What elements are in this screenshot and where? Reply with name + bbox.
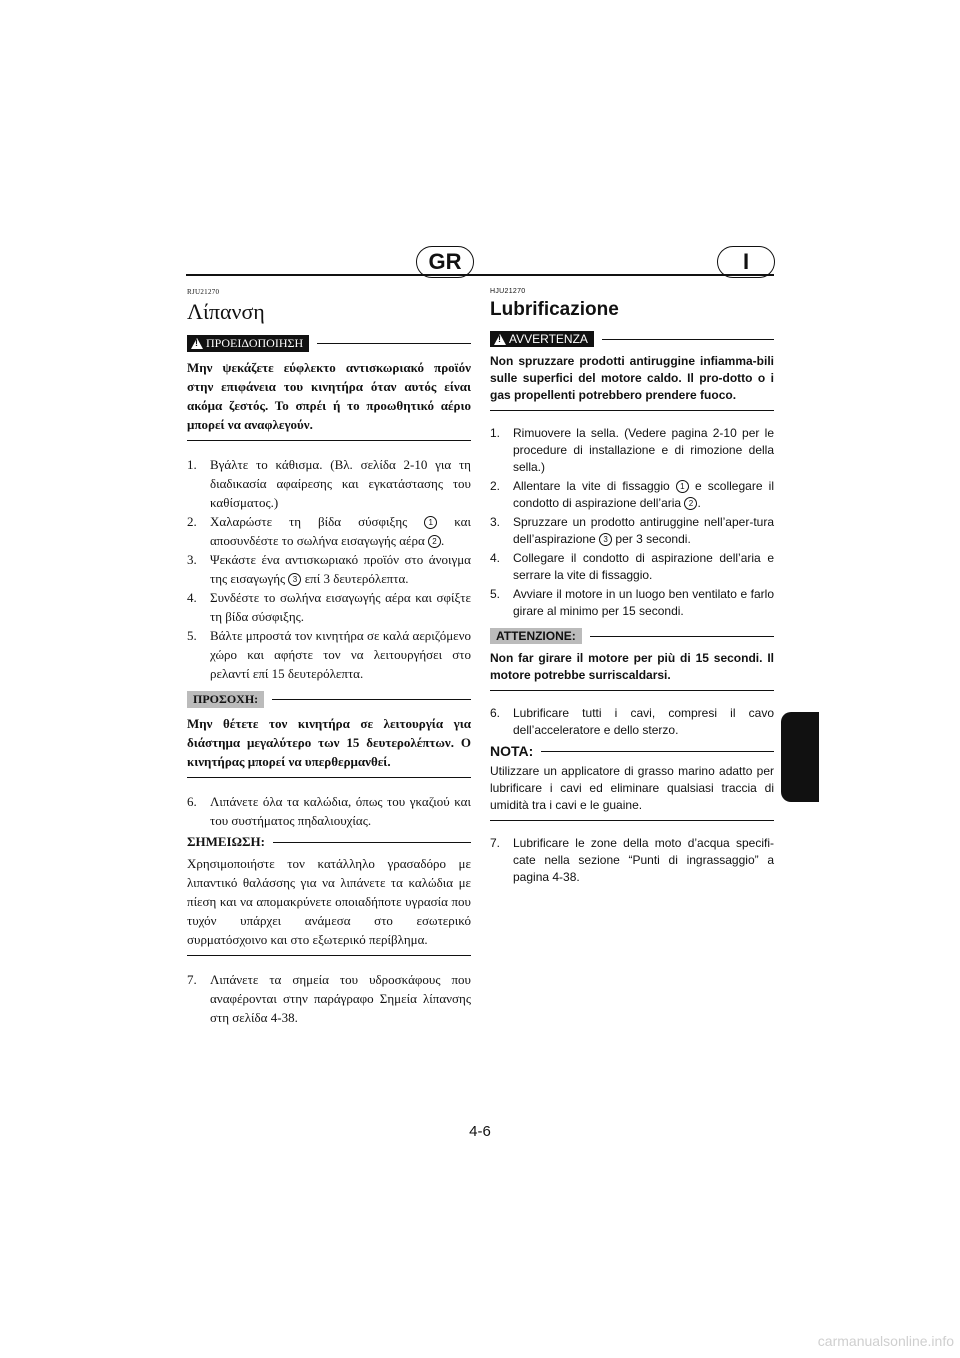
list-item: 5. Avviare il motore in un luogo ben ventilato e farlo girare al minimo per 15 secondi.	[490, 587, 774, 618]
language-tab-greek: GR	[416, 246, 474, 278]
list-item: 1. Βγάλτε το κάθισμα. (Βλ. σελίδα 2-10 για τη διαδικασία αφαίρεσης και εγκατάστασης του καθίσματος.)	[187, 457, 471, 510]
callout-number: 2	[684, 497, 697, 510]
list-item: 3. Ψεκάστε ένα αντισκωριακό προϊόν στο άνοιγμα της εισαγωγής 3 επί 3 δευτερόλεπτα.	[187, 552, 471, 586]
steps-list	[490, 425, 774, 620]
warning-triangle-icon	[494, 334, 506, 345]
note-text: Χρησιμοποιήστε τον κατάλληλο γρασαδόρο με λιπαντικό θαλάσσης για να λιπάνετε τα καλώδια με πίεση και να απομακρύνετε οποιαδήποτε υγρασία που τυχόν υπάρχει ανάμεσα στο εσωτερικό συρματόσχοινο και στο εξωτερικό περίβλημα.	[187, 854, 471, 956]
section-title: Λίπανση	[187, 299, 265, 324]
caution-badge: ATTENZIONE:	[490, 628, 582, 644]
caution-text: Non far girare il motore per più di 15 secondi. Il motore potrebbe surriscaldarsi.	[490, 650, 774, 691]
warning-text: Μην ψεκάζετε εύφλεκτο αντισκωριακό προϊόν στην επιφάνεια του κινητήρα όταν αυτός είναι ακόμα ζεστός. Το σπρέι ή το προωθητικό αέριο μπορεί να αναφλεγούν.	[187, 358, 471, 441]
list-item: 6. Λιπάνετε όλα τα καλώδια, όπως του γκαζιού και του συστήματος πηδαλιουχίας.	[187, 794, 471, 828]
warning-badge	[490, 331, 594, 347]
caution-header	[490, 628, 774, 644]
caution-badge: ΠΡΟΣΟΧΗ:	[187, 691, 264, 708]
steps-list	[187, 455, 471, 683]
list-item: 4. Συνδέστε το σωλήνα εισαγωγής αέρα και σφίξτε τη βίδα σύσφιξης.	[187, 590, 471, 624]
list-item: 6. Lubrificare tutti i cavi, compresi il cavo dell’acceleratore e dello sterzo.	[490, 706, 774, 737]
list-item: 1. Rimuovere la sella. (Vedere pagina 2-10 per le procedure di installazione e di rimozione della sella.)	[490, 426, 774, 474]
language-tab-italian: I	[717, 246, 775, 278]
note-label: NOTA:	[490, 743, 534, 759]
section-code: HJU21270	[490, 288, 526, 295]
note-label: ΣΗΜΕΙΩΣΗ:	[187, 834, 265, 849]
warning-text: Non spruzzare prodotti antiruggine infiamma-bili sulle superfici del motore caldo. Il pro-dotto o i gas propellenti potrebbero prendere fuoco.	[490, 353, 774, 411]
list-item: 5. Βάλτε μπροστά τον κινητήρα σε καλά αεριζόμενο χώρο και αφήστε τον να λειτουργήσει στο ρελαντί επί 15 δευτερόλεπτα.	[187, 628, 471, 681]
warning-header	[490, 331, 774, 347]
note-header	[490, 743, 774, 759]
warning-label: ΠΡΟΕΙΔΟΠΟΙΗΣΗ	[206, 336, 304, 350]
header-rule	[186, 274, 774, 276]
callout-number: 3	[288, 573, 301, 586]
page-number: 4-6	[469, 1123, 491, 1140]
steps-list	[490, 705, 774, 739]
warning-triangle-icon	[191, 338, 203, 349]
callout-number: 1	[676, 480, 689, 493]
list-item: 3. Spruzzare un prodotto antiruggine nell’aper-tura dell’aspirazione 3 per 3 secondi.	[490, 515, 774, 546]
steps-list	[187, 792, 471, 830]
note-text: Utilizzare un applicatore di grasso marino adatto per lubrificare i cavi ed eliminare qualsiasi traccia di umidità tra i cavi e le guaine.	[490, 763, 774, 821]
steps-list	[490, 835, 774, 886]
warning-header	[187, 335, 471, 352]
caution-header	[187, 691, 471, 708]
callout-number: 2	[428, 535, 441, 548]
warning-label: AVVERTENZA	[509, 332, 588, 346]
steps-list	[187, 970, 471, 1027]
warning-badge	[187, 335, 309, 352]
list-item: 2. Allentare la vite di fissaggio 1 e scollegare il condotto di aspirazione dell’aria 2 .	[490, 479, 774, 510]
section-code: RJU21270	[187, 288, 220, 296]
callout-number: 3	[599, 533, 612, 546]
list-item: 7. Lubrificare le zone della moto d’acqua specifi-cate nella sezione “Punti di ingrassaggio” a pagina 4-38.	[490, 836, 774, 884]
note-header	[187, 834, 471, 850]
callout-number: 1	[424, 516, 437, 529]
footer-watermark: carmanualsonline.info	[817, 1333, 954, 1349]
italian-column	[490, 286, 774, 888]
section-title: Lubrificazione	[490, 299, 619, 320]
greek-column	[187, 286, 471, 1027]
chapter-side-tab	[781, 712, 819, 802]
list-item: 2. Χαλαρώστε τη βίδα σύσφιξης 1 και αποσυνδέστε το σωλήνα εισαγωγής αέρα 2 .	[187, 514, 471, 548]
list-item: 7. Λιπάνετε τα σημεία του υδροσκάφους που αναφέρονται στην παράγραφο Σημεία λίπανσης στη σελίδα 4-38.	[187, 972, 471, 1025]
list-item: 4. Collegare il condotto di aspirazione dell’aria e serrare la vite di fissaggio.	[490, 551, 774, 582]
caution-text: Μην θέτετε τον κινητήρα σε λειτουργία για διάστημα μεγαλύτερο των 15 δευτερολέπτων. Ο κινητήρας μπορεί να υπερθερμανθεί.	[187, 714, 471, 778]
